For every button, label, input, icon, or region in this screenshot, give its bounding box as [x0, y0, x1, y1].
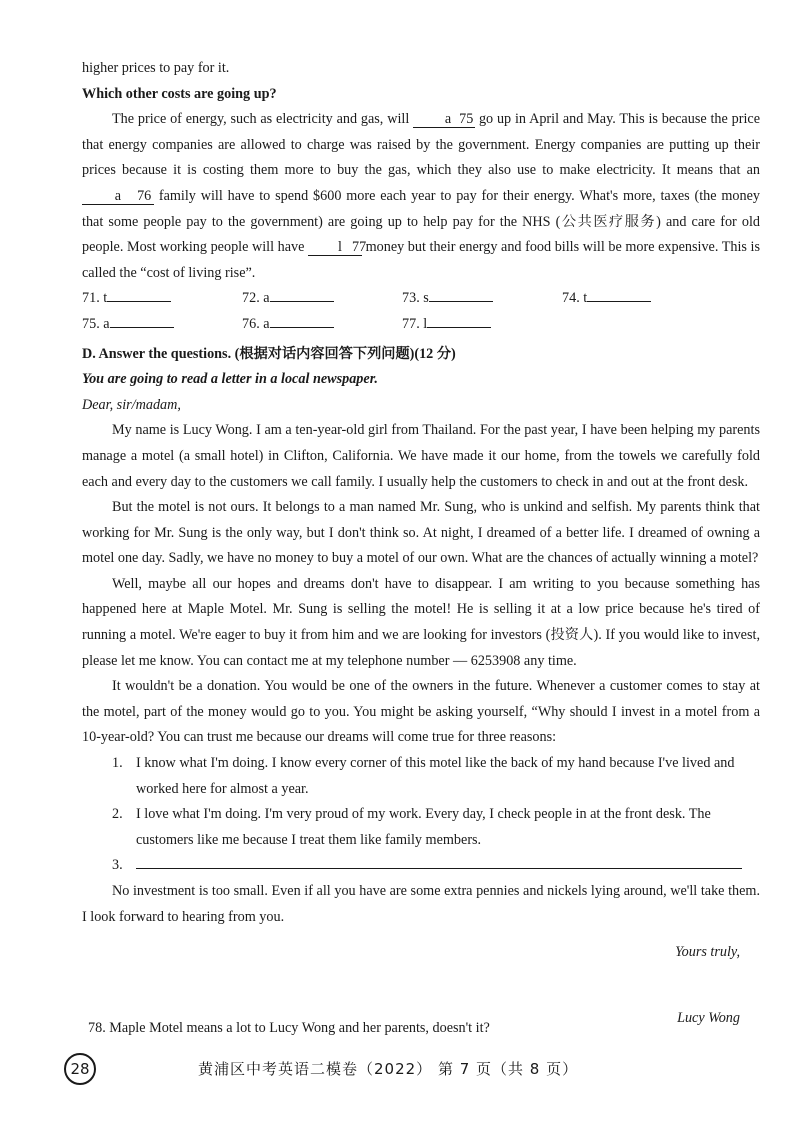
answer-letter: s: [423, 290, 429, 307]
section-d-title: D. Answer the questions. (根据对话内容回答下列问题)(12 分): [82, 345, 456, 362]
answer-blank[interactable]: [107, 287, 171, 302]
answer-letter: a: [263, 315, 270, 332]
top-line: higher prices to pay for it.: [82, 60, 230, 76]
answer-num: 77.: [402, 315, 420, 332]
answer-letter: a: [263, 290, 270, 307]
blank-75: [413, 111, 475, 128]
blank-75-letter: a: [444, 111, 452, 128]
energy-text-1: The price of energy, such as electricity and gas, will: [112, 111, 414, 128]
blank-77-letter: l: [338, 239, 342, 256]
question-78: 78. Maple Motel means a lot to Lucy Wong and her parents, doesn't it?: [88, 1020, 490, 1036]
answer-num: 72.: [242, 290, 260, 307]
answer-num: 74.: [562, 290, 580, 307]
answer-72: [242, 286, 402, 312]
letter-paragraph: But the motel is not ours. It belongs to a man named Mr. Sung, who is unkind and selfish. My parents think that working for Mr. Sung is the only way, but I don't think so. At night, I dreamed of a better life. I dreamed of owning a motel one day. Sadly, we have no money to buy a motel of our own. What are the chances of actually winning a motel?: [82, 499, 760, 567]
answer-letter: a: [103, 315, 110, 332]
answer-row-2: [82, 312, 760, 338]
answer-74: [562, 286, 722, 312]
answer-blank[interactable]: [427, 313, 491, 328]
energy-text-3: family will have to spend $600 more each year to pay for their energy. What's more, taxes (the money that some people pay to the government) are going up to help pay for the NHS (公共医疗服务) and care for old people. Most working people will have: [82, 187, 760, 256]
sign-off: Yours truly,: [675, 944, 740, 961]
page-footer: [58, 1053, 758, 1083]
reason-number: 2.: [112, 806, 123, 823]
reason-text: I love what I'm doing. I'm very proud of my work. Every day, I check people in at the front desk. The customers like me because I treat them like family members.: [136, 806, 711, 848]
answer-76: [242, 312, 402, 338]
energy-text-2: go up in April and May. This is because the price that energy companies are allowed to charge was raised by the government. Energy companies are putting up their prices because it is costing them more to buy the gas, which they also use to make electricity. It means that an: [82, 111, 760, 179]
answer-blank[interactable]: [270, 287, 334, 302]
salutation: Dear, sir/madam,: [82, 396, 181, 413]
signature: Lucy Wong: [677, 1010, 740, 1026]
blank-75-number: 75: [459, 111, 474, 128]
reason-3: [82, 853, 760, 879]
reason-text: I know what I'm doing. I know every corner of this motel like the back of my hand because I've lived and worked here for almost a year.: [136, 755, 735, 797]
answer-blank[interactable]: [110, 313, 174, 328]
answer-num: 71.: [82, 290, 100, 307]
blank-77-number: 77: [351, 239, 367, 256]
answer-letter: l: [423, 315, 428, 332]
footer-text: 黄浦区中考英语二模卷（2022） 第 7 页（共 8 页）: [198, 1060, 579, 1078]
reason-3-answer-line[interactable]: [136, 854, 742, 869]
section-d-intro: You are going to read a letter in a local newspaper.: [82, 371, 378, 388]
answer-75: [82, 312, 242, 338]
closing-paragraph: No investment is too small. Even if all you have are some extra pennies and nickels lying around, we'll take them. I look forward to hearing from you.: [82, 883, 760, 925]
document-page: [82, 56, 760, 966]
page-number-badge: 28: [64, 1053, 96, 1085]
answer-letter: t: [103, 290, 108, 307]
answer-row-1: [82, 286, 760, 312]
answer-71: [82, 286, 242, 312]
reason-2: [82, 802, 760, 853]
letter-paragraph: My name is Lucy Wong. I am a ten-year-old girl from Thailand. For the past year, I have been helping my parents manage a motel (a small hotel) in Clifton, California. We have made it our home, from the towels we carefully fold each and every day to the customers we call family. I usually help the customers to check in and out at the front desk.: [82, 422, 760, 490]
blank-76-number: 76: [137, 187, 152, 204]
letter-paragraph: Well, maybe all our hopes and dreams don't have to disappear. I am writing to you because something has happened here at Maple Motel. Mr. Sung is selling the motel! He is selling it at a low price because he's tired of running a motel. We're eager to buy it from him and we are looking for investors (投资人). If you would like to invest, please let me know. You can contact me at my telephone number — 6253908 any time.: [82, 575, 760, 669]
answer-blank[interactable]: [429, 287, 493, 302]
reason-number: 3.: [112, 857, 123, 874]
answer-num: 76.: [242, 315, 260, 332]
blank-76: [82, 188, 154, 205]
blank-76-letter: a: [114, 187, 122, 204]
reason-1: [82, 751, 760, 802]
energy-text-4: money but their energy and food bills will be more expensive. This is called the “cost of living rise”.: [82, 239, 760, 281]
blank-77: [308, 239, 367, 256]
answer-num: 73.: [402, 290, 420, 307]
answer-blank[interactable]: [587, 287, 651, 302]
reason-number: 1.: [112, 755, 123, 772]
answer-blank[interactable]: [270, 313, 334, 328]
energy-paragraph: [82, 107, 760, 286]
answer-letter: t: [583, 290, 588, 307]
answer-73: [402, 286, 562, 312]
section-heading: Which other costs are going up?: [82, 85, 277, 102]
letter-paragraph: It wouldn't be a donation. You would be one of the owners in the future. Whenever a customer comes to stay at the motel, part of the money would go to you. You might be asking yourself, “Why should I invest in a motel from a 10-year-old? You can trust me because our dreams will come true for three reasons:: [82, 678, 760, 746]
answer-num: 75.: [82, 315, 100, 332]
answer-77: [402, 312, 562, 338]
